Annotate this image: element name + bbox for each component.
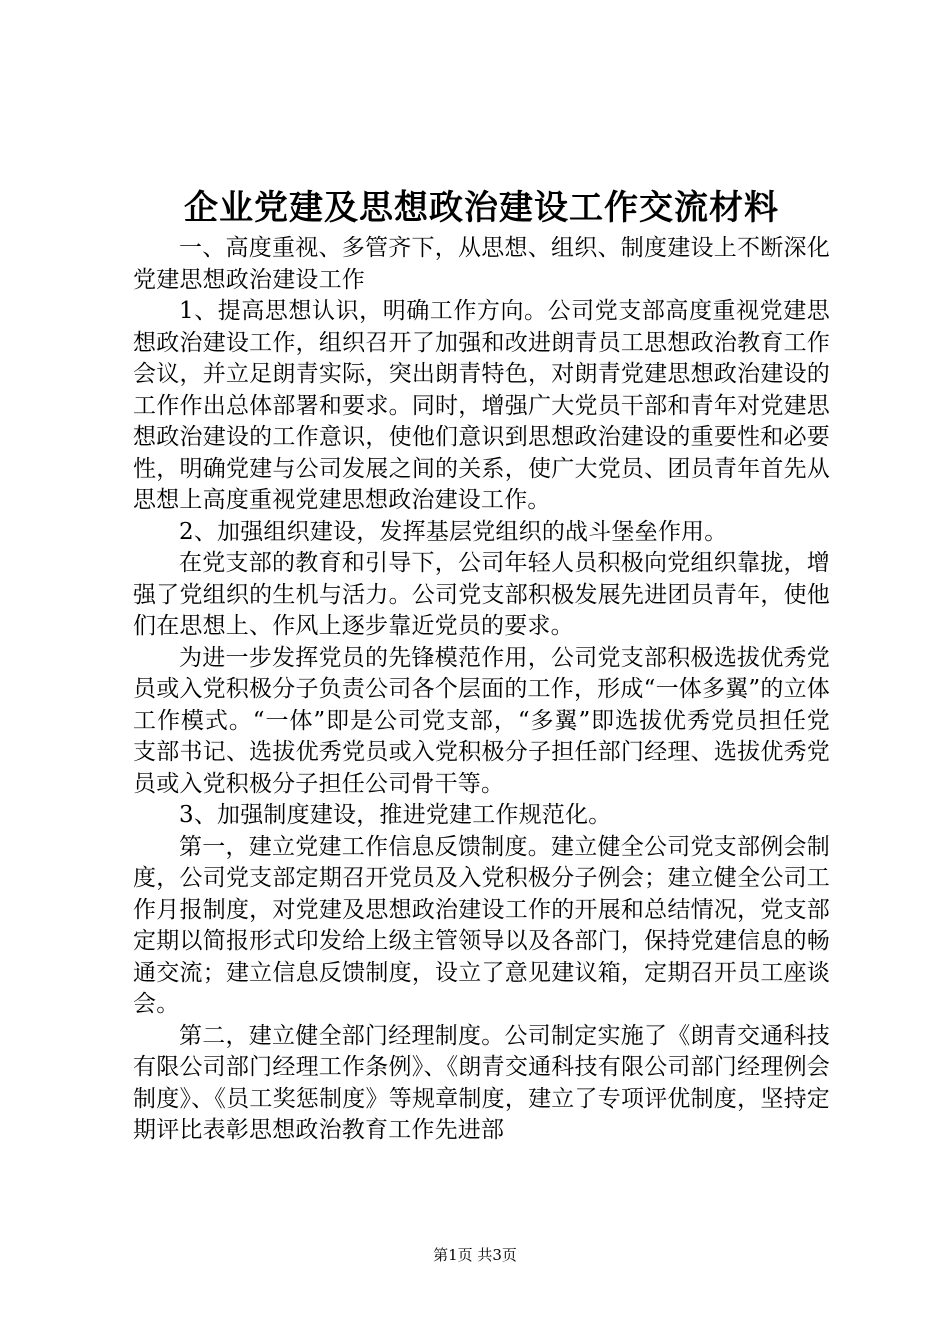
paragraph-organization: 在党支部的教育和引导下，公司年轻人员积极向党组织靠拢，增强了党组织的生机与活力。公司党支部积极发展先进团员青年，使他们在思想上、作风上逐步靠近党员的要求。	[133, 550, 830, 639]
paragraph-item-2: 2、加强组织建设，发挥基层党组织的战斗堡垒作用。	[179, 518, 728, 545]
page-footer: 第1页 共3页	[433, 1246, 517, 1264]
paragraph-item-3: 3、加强制度建设，推进党建工作规范化。	[179, 802, 612, 828]
paragraph-vanguard: 为进一步发挥党员的先锋模范作用，公司党支部积极选拔优秀党员或入党积极分子负责公司各个层面的工作，形成“一体多翼”的立体工作模式。“一体”即是公司党支部，“多翼”即选拔优秀党员担任党支部书记、选拔优秀党员或入党积极分子担任部门经理、选拔优秀党员或入党积极分子担任公司骨干等。	[133, 644, 830, 797]
paragraph-second-system: 第二，建立健全部门经理制度。公司制定实施了《朗青交通科技有限公司部门经理工作条例》、《朗青交通科技有限公司部门经理例会制度》、《员工奖惩制度》等规章制度，建立了专项评优制度，坚持定期评比表彰思想政治教育工作先进部	[133, 1022, 830, 1143]
paragraph-first-system: 第一，建立党建工作信息反馈制度。建立健全公司党支部例会制度，公司党支部定期召开党员及入党积极分子例会；建立健全公司工作月报制度，对党建及思想政治建设工作的开展和总结情况，党支部定期以简报形式印发给上级主管领导以及各部门，保持党建信息的畅通交流；建立信息反馈制度，设立了意见建议箱，定期召开员工座谈会。	[133, 833, 830, 1017]
paragraph-section-heading: 一、高度重视、多管齐下，从思想、组织、制度建设上不断深化党建思想政治建设工作	[133, 235, 830, 293]
document-page	[133, 183, 830, 1147]
document-title: 企业党建及思想政治建设工作交流材料	[184, 188, 779, 228]
paragraph-item-1: 1、提高思想认识，明确工作方向。公司党支部高度重视党建思想政治建设工作，组织召开了加强和改进朗青员工思想政治教育工作会议，并立足朗青实际，突出朗青特色，对朗青党建思想政治建设的工作作出总体部署和要求。同时，增强广大党员干部和青年对党建思想政治建设的工作意识，使他们意识到思想政治建设的重要性和必要性，明确党建与公司发展之间的关系，使广大党员、团员青年首先从思想上高度重视党建思想政治建设工作。	[133, 298, 830, 513]
